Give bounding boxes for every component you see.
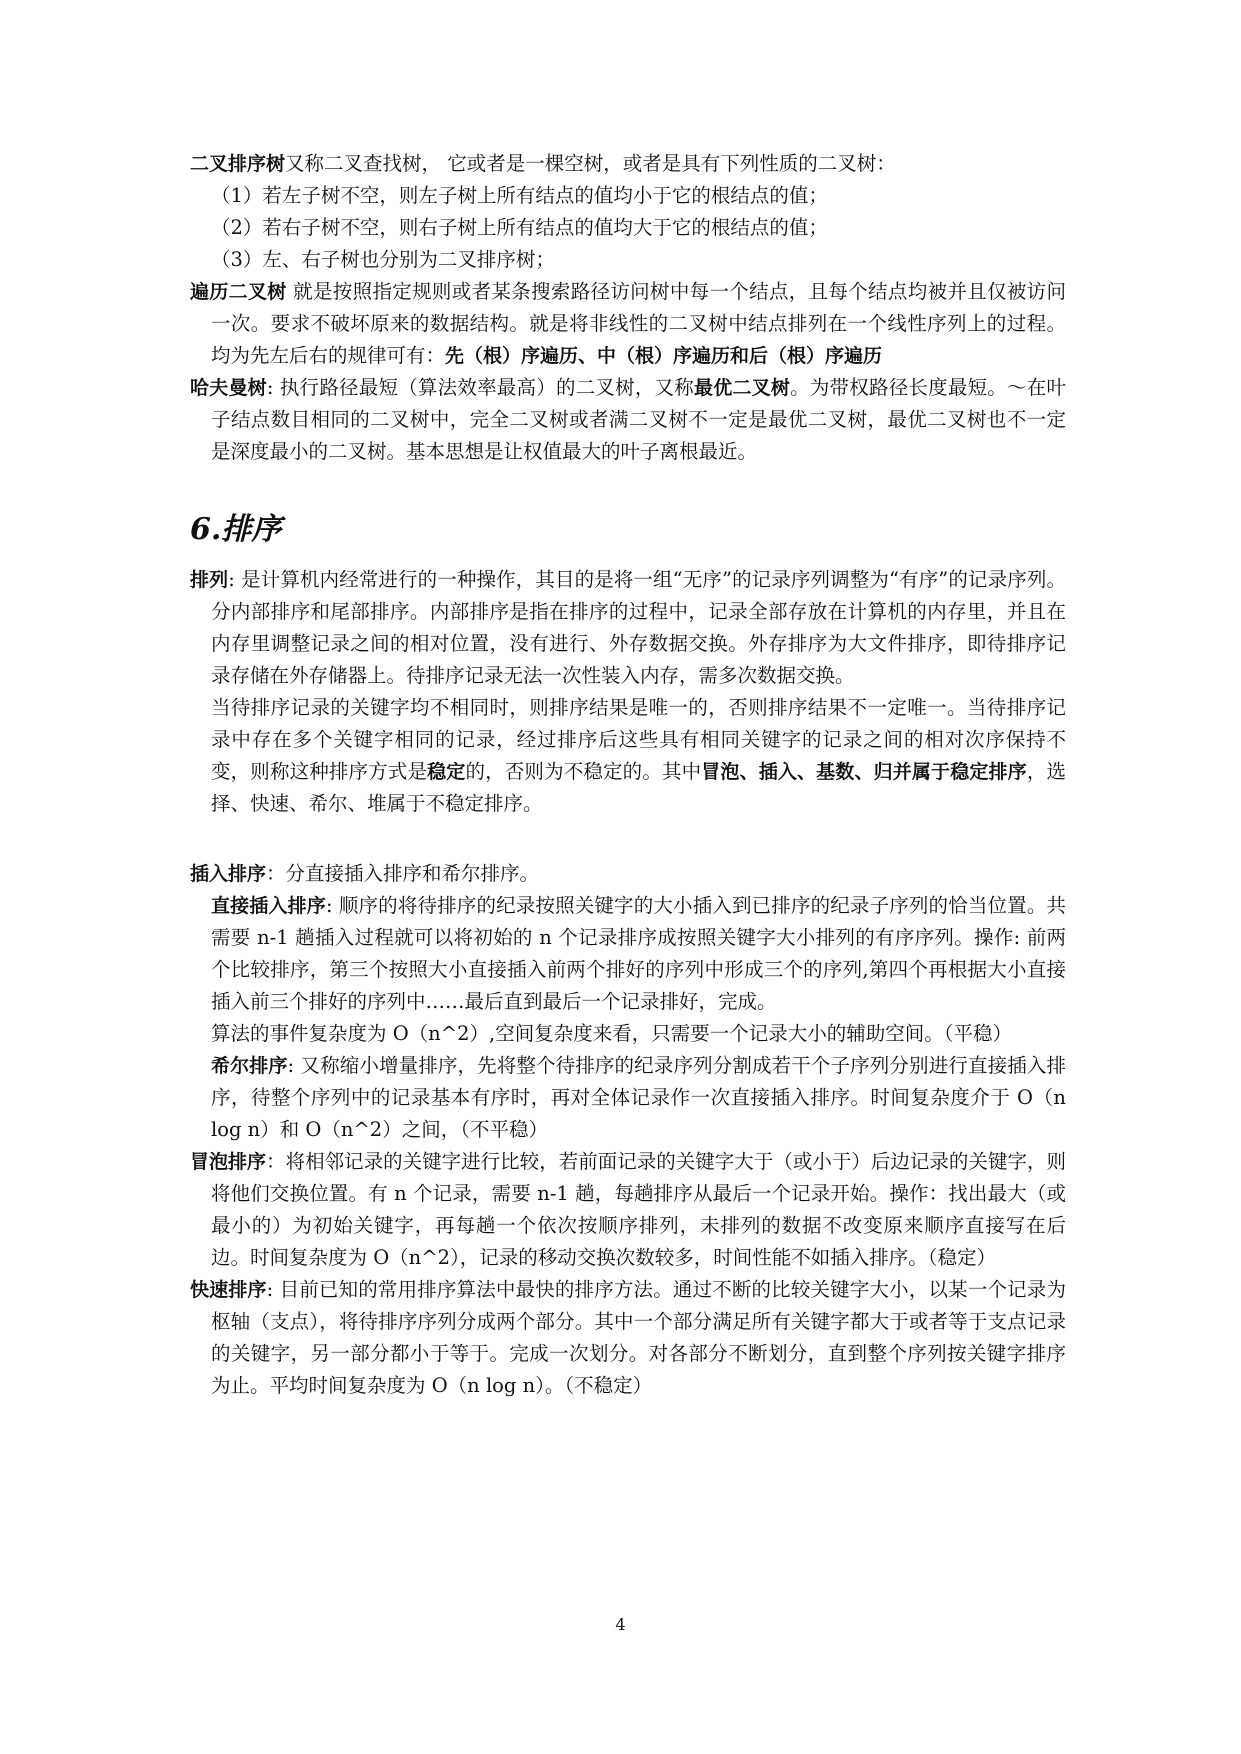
direct-insertion-text: : 顺序的将待排序的纪录按照关键字的大小插入到已排序的纪录子序列的恰当位置。共需要 n-1 趟插入过程就可以将初始的 n 个记录排序成按照关键字大小排列的有序序列。操作: 前两个比较排序，第三个按照大小直接插入前两个排好的序列中形成三个的序列,第四个再根据大小直接插入前三个排好的序列中……最后直到最后一个记录排好，完成。 [211, 894, 1066, 1013]
insertion-paragraph [190, 858, 1066, 890]
quick-term: 快速排序 [190, 1279, 267, 1301]
huffman-bold: 最优二叉树 [694, 377, 791, 399]
stability-text-2: 的，否则为不稳定的。其中 [465, 760, 702, 783]
shell-paragraph [190, 1050, 1066, 1146]
insertion-text: ：分直接插入排序和希尔排序。 [266, 862, 540, 885]
traverse-bold-end: 先（根）序遍历、中（根）序遍历和后（根）序遍历 [445, 345, 883, 367]
spacer [190, 820, 1066, 858]
huffman-text-2: 。为带权路径长度最短。～在叶子结点数目相同的二叉树中，完全二叉树或者满二叉树不一定是最优二叉树，最优二叉树也不一定是深度最小的二叉树。基本思想是让权值最大的叶子离根最近。 [211, 376, 1066, 463]
huffman-term: 哈夫曼树 [190, 377, 267, 399]
sort-definition-text: : 是计算机内经常进行的一种操作，其目的是将一组“无序”的记录序列调整为“有序”的记录序列。分内部排序和尾部排序。内部排序是指在排序的过程中，记录全部存放在计算机的内存里，并且在内存里调整记录之间的相对位置，没有进行、外存数据交换。外存排序为大文件排序，即待排序记录存储在外存储器上。待排序记录无法一次性装入内存，需多次数据交换。 [211, 568, 1066, 687]
page-number: 4 [615, 1615, 626, 1634]
traverse-term: 遍历二叉树 [190, 281, 287, 303]
bst-property: （3）左、右子树也分别为二叉排序树； [211, 248, 555, 271]
stability-bold-1: 稳定 [427, 761, 466, 783]
sort-definition-paragraph [190, 564, 1066, 692]
traverse-text: 就是按照指定规则或者某条搜索路径访问树中每一个结点，且每个结点均被并且仅被访问一次。要求不破坏原来的数据结构。就是将非线性的二叉树中结点排列在一个线性序列上的过程。均为先左后右的规律可有： [211, 280, 1066, 367]
shell-term: 希尔排序 [211, 1055, 288, 1077]
quick-text: : 目前已知的常用排序算法中最快的排序方法。通过不断的比较关键字大小，以某一个记录为枢轴（支点），将待排序序列分成两个部分。其中一个部分满足所有关键字都大于或者等于支点记录的关键字，另一部分都小于等于。完成一次划分。对各部分不断划分，直到整个序列按关键字排序为止。平均时间复杂度为 O（n log n）。（不稳定） [211, 1278, 1066, 1397]
document-page [190, 148, 1066, 1402]
stability-bold-2: 冒泡、插入、基数、归并属于稳定排序 [701, 761, 1027, 783]
direct-insertion-term: 直接插入排序 [211, 895, 326, 917]
stability-text-1: 当待排序记录的关键字均不相同时，则排序结果是唯一的，否则排序结果不一定唯一。当待排序记录中存在多个关键字相同的记录，经过排序后这些具有相同关键字的记录之间的相对次序保持不变，则称这种排序方式是 [211, 696, 1066, 783]
sort-term: 排列 [190, 569, 229, 591]
bst-property: （1）若左子树不空，则左子树上所有结点的值均小于它的根结点的值； [211, 184, 828, 207]
bubble-text: ：将相邻记录的关键字进行比较，若前面记录的关键字大于（或小于）后边记录的关键字，则将他们交换位置。有 n 个记录，需要 n-1 趟，每趟排序从最后一个记录开始。操作：找出最大（或最小的）为初始关键字，再每趟一个依次按顺序排列，未排列的数据不改变原来顺序直接写在后边。时间复杂度为 O（n^2），记录的移动交换次数较多，时间性能不如插入排序。（稳定） [211, 1150, 1066, 1269]
stability-paragraph [190, 692, 1066, 820]
quick-paragraph [190, 1274, 1066, 1402]
bubble-paragraph [190, 1146, 1066, 1274]
bst-intro: 又称二叉查找树， 它或者是一棵空树，或者是具有下列性质的二叉树： [285, 152, 896, 175]
bubble-term: 冒泡排序 [190, 1151, 267, 1173]
huffman-paragraph [190, 372, 1066, 468]
bst-paragraph [190, 148, 1066, 180]
direct-insertion-paragraph [190, 890, 1066, 1018]
bst-term: 二叉排序树 [190, 153, 286, 175]
shell-text: : 又称缩小增量排序，先将整个待排序的纪录序列分割成若干个子序列分别进行直接插入排序，待整个序列中的记录基本有序时，再对全体记录作一次直接插入排序。时间复杂度介于 O（n log n）和 O（n^2）之间，（不平稳） [211, 1054, 1066, 1141]
stability-text-3: ，选择、快速、希尔、堆属于不稳定排序。 [211, 760, 1066, 815]
bst-property: （2）若右子树不空，则右子树上所有结点的值均大于它的根结点的值； [211, 216, 828, 239]
insertion-term: 插入排序 [190, 863, 267, 885]
section-heading: 6.排序 [190, 512, 282, 547]
direct-insertion-complexity: 算法的事件复杂度为 O（n^2）,空间复杂度来看，只需要一个记录大小的辅助空间。（平稳） [211, 1022, 1012, 1045]
traverse-paragraph [190, 276, 1066, 372]
huffman-text-1: : 执行路径最短（算法效率最高）的二叉树，又称 [266, 376, 694, 399]
